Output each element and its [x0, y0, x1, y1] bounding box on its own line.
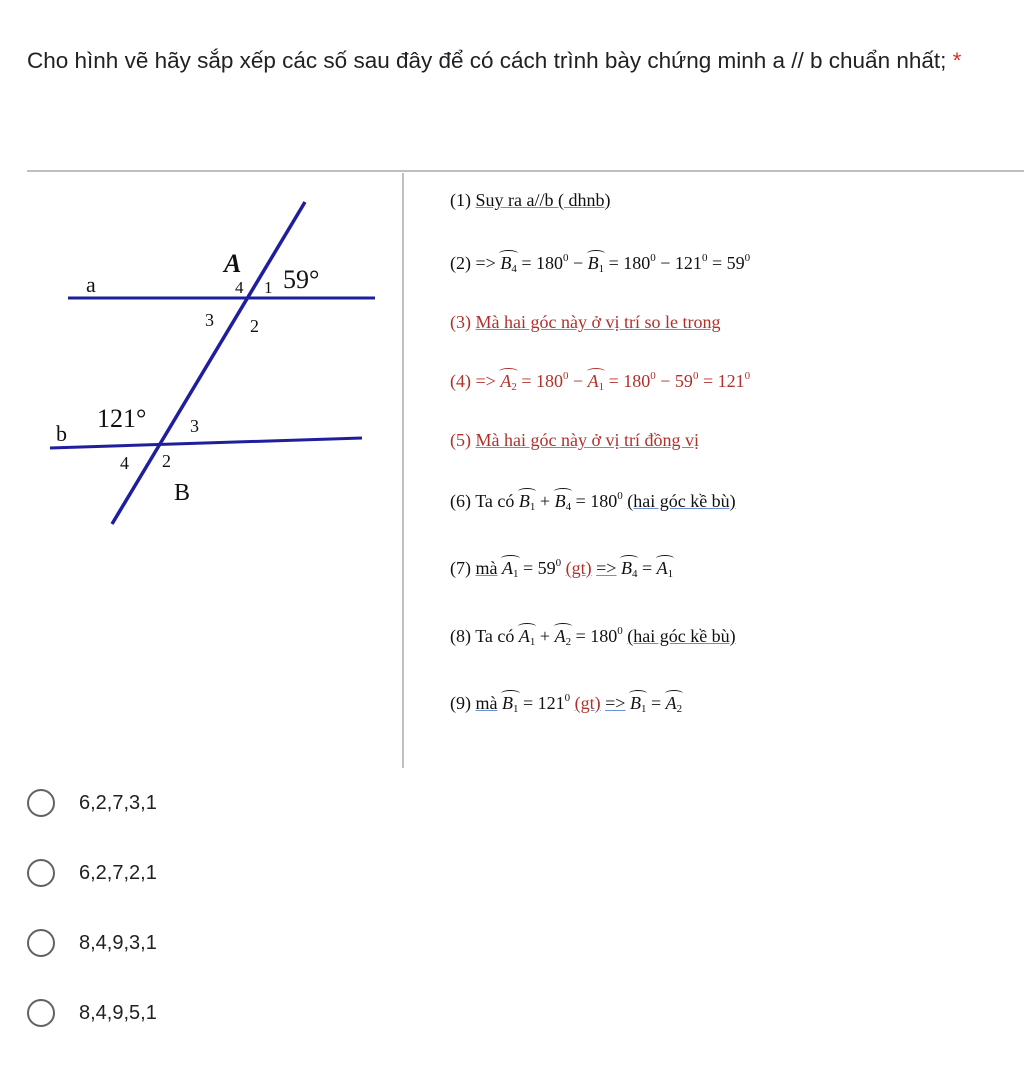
- degree: 0: [650, 252, 656, 264]
- angle-A1: $A_1$: [502, 558, 519, 580]
- radio-button[interactable]: [27, 859, 55, 887]
- statement-number: (9): [450, 693, 471, 713]
- option-3[interactable]: [27, 922, 157, 964]
- label-A4: 4: [235, 278, 244, 297]
- statement-number: (7): [450, 558, 471, 578]
- angle-A1: $A_1$: [518, 626, 536, 648]
- statement-text: Mà hai góc này ở vị trí so le trong: [475, 312, 721, 332]
- statement-number: (8): [450, 626, 471, 646]
- expr-part: = 180: [608, 371, 651, 391]
- statement-4: [450, 370, 750, 393]
- option-4[interactable]: [27, 992, 157, 1034]
- radio-button[interactable]: [27, 789, 55, 817]
- label-B3: 3: [190, 416, 199, 436]
- expr-part: = 121: [702, 371, 745, 391]
- expr-part: − 121: [660, 253, 702, 273]
- expr-part: = 180: [575, 491, 618, 511]
- statement-2: [450, 252, 750, 275]
- label-A2: 2: [250, 316, 259, 336]
- expr-part: −: [572, 253, 584, 273]
- question-text: Cho hình vẽ hãy sắp xếp các số sau đây để có cách trình bày chứng minh a // b chuẩn nhất;: [27, 48, 947, 73]
- label-point-A: A: [224, 249, 242, 278]
- statement-number: (1): [450, 190, 471, 210]
- degree: 0: [744, 252, 751, 264]
- geometry-figure: [0, 0, 404, 560]
- label-line-b: b: [56, 421, 67, 446]
- degree: 0: [564, 692, 571, 704]
- degree: 0: [617, 625, 623, 637]
- expr-part: = 59: [523, 558, 556, 578]
- implies-symbol: =>: [475, 371, 496, 391]
- angle-A1: $A_1$: [656, 558, 674, 580]
- angle-A2: $A_2$: [500, 371, 517, 393]
- expr-part: = 180: [608, 253, 651, 273]
- label-A1: 1: [264, 278, 273, 297]
- given-mark: (gt): [574, 693, 601, 713]
- statement-3: [450, 312, 720, 333]
- transversal: [112, 202, 305, 524]
- label-B4: 4: [120, 453, 129, 473]
- statement-number: (4): [450, 371, 471, 391]
- label-A3: 3: [205, 310, 214, 330]
- radio-button[interactable]: [27, 999, 55, 1027]
- expr-part: +: [539, 626, 551, 646]
- statement-5: [450, 430, 699, 451]
- statement-number: (6): [450, 491, 471, 511]
- answer-options: [27, 782, 157, 1062]
- expr-part: =: [650, 693, 662, 713]
- label-angle-59: 59°: [283, 265, 320, 294]
- option-label[interactable]: 8,4,9,3,1: [79, 931, 157, 954]
- expr-part: = 121: [523, 693, 565, 713]
- statement-1: [450, 190, 610, 211]
- statement-tail: (hai góc kề bù): [627, 491, 736, 511]
- degree: 0: [701, 252, 708, 264]
- expr-part: = 180: [575, 626, 618, 646]
- option-2[interactable]: [27, 852, 157, 894]
- given-mark: (gt): [565, 558, 592, 578]
- degree: 0: [744, 370, 751, 382]
- required-asterisk: *: [952, 48, 962, 73]
- angle-B1: $B_1$: [518, 491, 536, 513]
- statement-7: [450, 557, 673, 580]
- expr-part: =: [641, 558, 653, 578]
- statement-number: (3): [450, 312, 471, 332]
- option-label[interactable]: 8,4,9,5,1: [79, 1001, 157, 1024]
- label-angle-121: 121°: [97, 404, 147, 433]
- implies-symbol: =>: [475, 253, 496, 273]
- statement-text: Ta có: [475, 491, 515, 511]
- option-1[interactable]: [27, 782, 157, 824]
- label-point-B: B: [174, 480, 191, 506]
- degree: 0: [562, 370, 569, 382]
- statement-number: (2): [450, 253, 471, 273]
- expr-part: = 180: [521, 253, 563, 273]
- implies-symbol: =>: [605, 693, 626, 713]
- statement-6: [450, 490, 736, 513]
- label-B2: 2: [162, 451, 171, 471]
- expr-part: = 59: [711, 253, 745, 273]
- angle-A2: $A_2$: [554, 626, 572, 648]
- option-label[interactable]: 6,2,7,2,1: [79, 861, 157, 884]
- angle-B1: $B_1$: [502, 693, 519, 715]
- angle-B4: $B_4$: [554, 491, 572, 513]
- statement-8: [450, 625, 736, 648]
- degree: 0: [692, 370, 699, 382]
- degree: 0: [650, 370, 656, 382]
- angle-B1: $B_1$: [629, 693, 647, 715]
- statement-text: Ta có: [475, 626, 515, 646]
- expr-part: = 180: [521, 371, 563, 391]
- statement-9: [450, 692, 682, 715]
- angle-A2: $A_2$: [665, 693, 683, 715]
- statement-text: Mà hai góc này ở vị trí đồng vị: [475, 430, 699, 450]
- statement-text: mà: [475, 693, 498, 713]
- degree: 0: [562, 252, 569, 264]
- expr-part: − 59: [660, 371, 693, 391]
- angle-B4: $B_4$: [620, 558, 638, 580]
- degree: 0: [555, 557, 562, 569]
- statement-number: (5): [450, 430, 471, 450]
- angle-B4: $B_4$: [500, 253, 517, 275]
- degree: 0: [617, 490, 623, 502]
- line-b: [50, 438, 362, 448]
- statement-tail: (hai góc kề bù): [627, 626, 736, 646]
- label-line-a: a: [86, 272, 96, 297]
- option-label[interactable]: 6,2,7,3,1: [79, 791, 157, 814]
- implies-symbol: =>: [596, 558, 617, 578]
- expr-part: −: [572, 371, 584, 391]
- angle-A1: $A_1$: [587, 371, 605, 393]
- expr-part: +: [539, 491, 551, 511]
- radio-button[interactable]: [27, 929, 55, 957]
- angle-B1: $B_1$: [587, 253, 605, 275]
- statement-text: mà: [475, 558, 498, 578]
- statement-text: Suy ra a//b ( dhnb): [475, 190, 611, 210]
